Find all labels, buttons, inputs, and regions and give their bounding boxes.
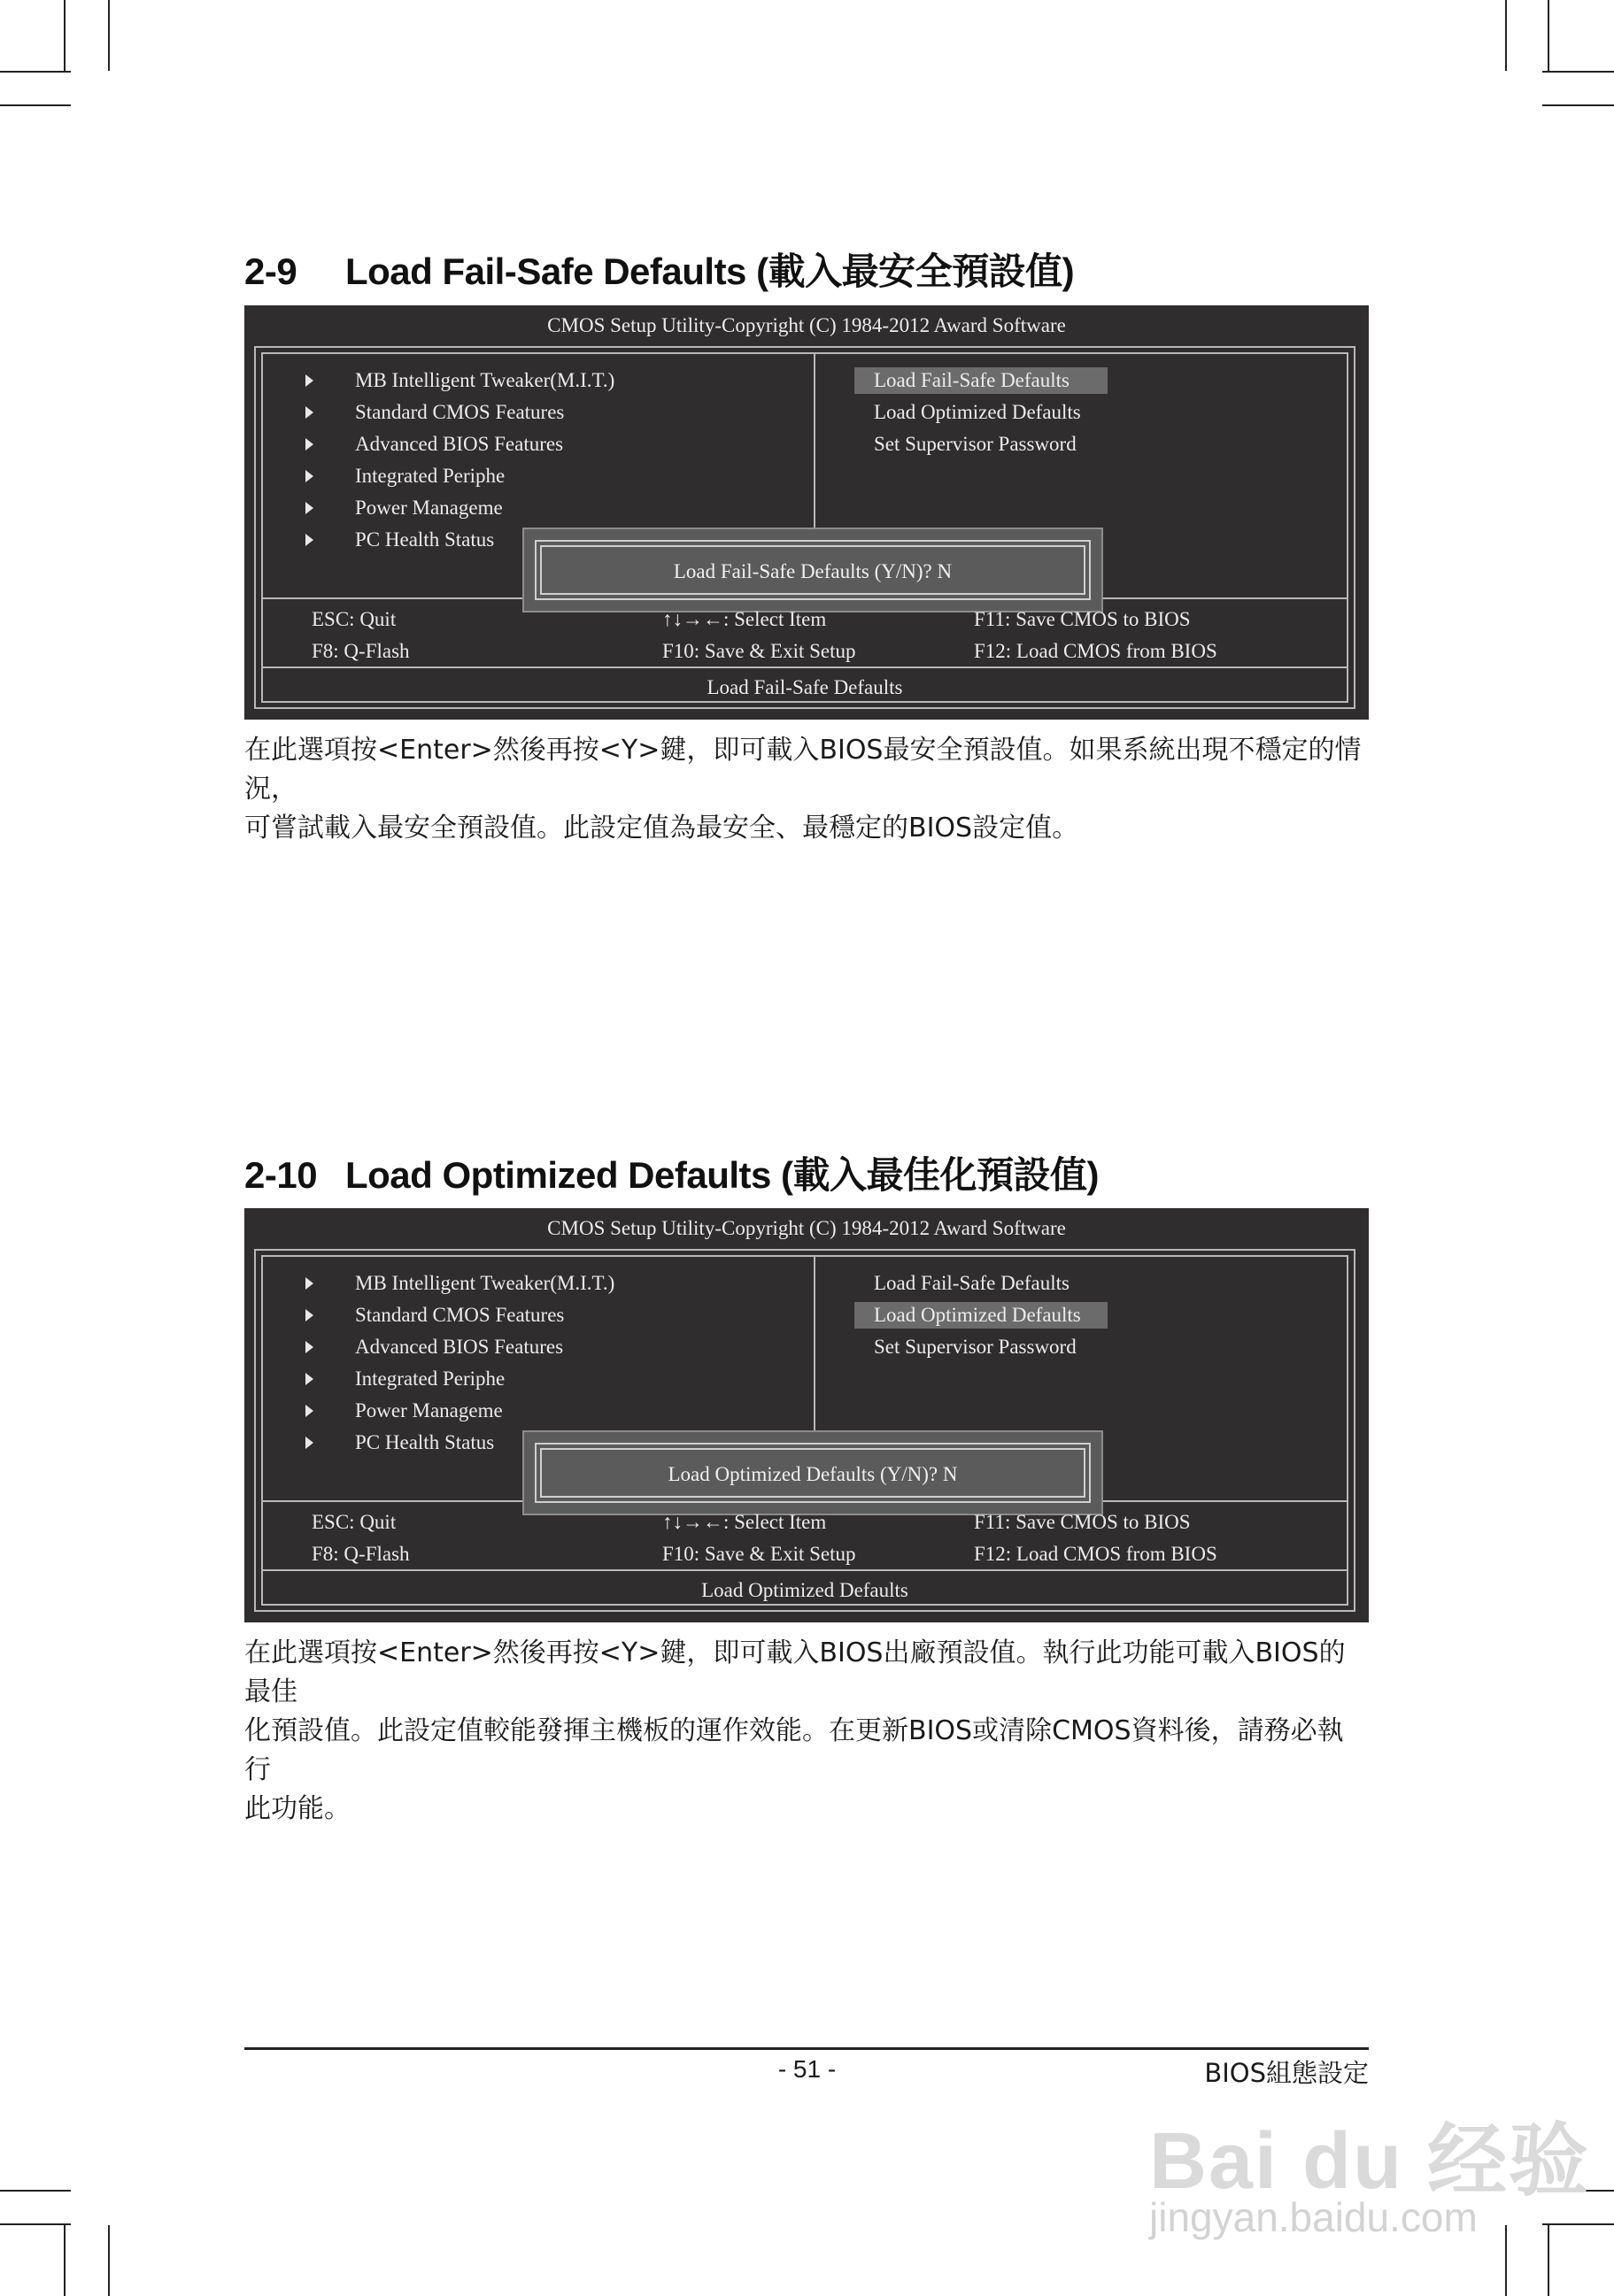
arrow-right-icon: [305, 438, 313, 451]
crop-mark: [1542, 71, 1614, 73]
bios-status-bar: Load Optimized Defaults: [701, 1579, 908, 1601]
paragraph-line: 在此選項按<Enter>然後再按<Y>鍵，即可載入BIOS出廠預設值。執行此功能可載入BIOS的最佳: [244, 1637, 1346, 1707]
paragraph-line: 可嘗試載入最安全預設值。此設定值為最安全、最穩定的BIOS設定值。: [244, 813, 1079, 844]
crop-mark: [0, 71, 71, 73]
menu-item-load-optimized[interactable]: Load Optimized Defaults: [874, 401, 1081, 423]
menu-item-supervisor-password[interactable]: Set Supervisor Password: [874, 1336, 1077, 1358]
key-help-esc: ESC: Quit: [312, 608, 397, 630]
dialog-text: Load Optimized Defaults (Y/N)? N: [540, 1448, 1085, 1498]
section-description: [244, 1634, 1369, 1829]
arrow-right-icon: [305, 1437, 313, 1449]
key-help-f11: F11: Save CMOS to BIOS: [974, 1511, 1191, 1533]
dialog-frame: [535, 1443, 1091, 1503]
menu-item-advanced-bios[interactable]: Advanced BIOS Features: [355, 433, 564, 455]
section-number: 2-10: [244, 1154, 318, 1196]
key-help-f8: F8: Q-Flash: [312, 640, 410, 662]
bios-screenshot: [244, 1208, 1369, 1622]
bios-status-bar: Load Fail-Safe Defaults: [707, 676, 903, 698]
paragraph-line: 此功能。: [244, 1793, 351, 1824]
bios-header: CMOS Setup Utility-Copyright (C) 1984-2012 Award Software: [547, 1217, 1066, 1239]
key-help-f11: F11: Save CMOS to BIOS: [974, 608, 1191, 630]
chapter-title: BIOS組態設定: [1204, 2058, 1369, 2088]
crop-mark: [64, 2225, 66, 2296]
crop-mark: [1505, 2225, 1507, 2296]
menu-item-mit[interactable]: MB Intelligent Tweaker(M.I.T.): [355, 1272, 615, 1294]
crop-mark: [1548, 0, 1549, 71]
menu-item-integrated-peripherals[interactable]: Integrated Periphe: [355, 1368, 506, 1390]
bios-header: CMOS Setup Utility-Copyright (C) 1984-2012 Award Software: [547, 314, 1066, 336]
key-help-f10: F10: Save & Exit Setup: [662, 1543, 856, 1565]
dialog-text: Load Fail-Safe Defaults (Y/N)? N: [540, 545, 1085, 595]
menu-item-standard-cmos[interactable]: Standard CMOS Features: [355, 401, 565, 423]
arrow-right-icon: [305, 1341, 313, 1353]
bios-inner-frame: [261, 1255, 1348, 1606]
arrow-right-icon: [305, 502, 313, 514]
crop-mark: [108, 0, 110, 71]
paragraph-line: 在此選項按<Enter>然後再按<Y>鍵，即可載入BIOS最安全預設值。如果系統出現不穩定的情況，: [244, 735, 1362, 805]
bios-screenshot: [244, 305, 1369, 720]
crop-mark: [1548, 2225, 1549, 2296]
arrow-right-icon: [305, 534, 313, 546]
section-title: [244, 243, 1074, 296]
footer-rule: [244, 2047, 1369, 2050]
watermark: [1149, 2096, 1591, 2240]
arrow-right-icon: [305, 1405, 313, 1417]
page-number: - 51 -: [777, 2055, 837, 2083]
arrow-right-icon: [305, 1277, 313, 1290]
menu-item-power-management[interactable]: Power Manageme: [355, 1399, 503, 1422]
crop-mark: [1505, 0, 1507, 71]
menu-item-supervisor-password[interactable]: Set Supervisor Password: [874, 433, 1077, 455]
bios-outer-frame: [254, 1249, 1355, 1612]
menu-item-load-optimized[interactable]: Load Optimized Defaults: [854, 1302, 1108, 1329]
section-heading: Load Optimized Defaults (載入最佳化預設值): [345, 1154, 1100, 1196]
arrow-right-icon: [305, 406, 313, 419]
crop-mark: [1542, 104, 1614, 106]
crop-mark: [64, 0, 66, 71]
section-number: 2-9: [244, 250, 297, 292]
menu-item-load-failsafe[interactable]: Load Fail-Safe Defaults: [854, 367, 1108, 394]
crop-mark: [1542, 2223, 1614, 2225]
key-help-select: ↑↓→←: Select Item: [662, 1511, 827, 1533]
paragraph-line: 化預設值。此設定值較能發揮主機板的運作效能。在更新BIOS或清除CMOS資料後，請務必執行: [244, 1715, 1344, 1785]
key-help-esc: ESC: Quit: [312, 1511, 397, 1533]
arrow-right-icon: [305, 1373, 313, 1385]
watermark-logo: Bai du 经验: [1149, 2117, 1591, 2206]
menu-item-advanced-bios[interactable]: Advanced BIOS Features: [355, 1336, 564, 1358]
crop-mark: [0, 2223, 71, 2225]
dialog-frame: [535, 540, 1091, 600]
key-help-f12: F12: Load CMOS from BIOS: [974, 1543, 1217, 1565]
crop-mark: [0, 2190, 71, 2192]
bios-outer-frame: [254, 346, 1355, 709]
section-heading: Load Fail-Safe Defaults (載入最安全預設值): [345, 250, 1075, 292]
key-help-select: ↑↓→←: Select Item: [662, 608, 827, 630]
menu-item-standard-cmos[interactable]: Standard CMOS Features: [355, 1304, 565, 1326]
crop-mark: [108, 2225, 110, 2296]
confirm-dialog[interactable]: [522, 1430, 1103, 1515]
key-help-f10: F10: Save & Exit Setup: [662, 640, 856, 662]
arrow-right-icon: [305, 374, 313, 387]
confirm-dialog[interactable]: [522, 528, 1103, 613]
crop-mark: [0, 104, 71, 106]
bios-inner-frame: [261, 352, 1348, 703]
menu-item-integrated-peripherals[interactable]: Integrated Periphe: [355, 465, 506, 487]
menu-item-mit[interactable]: MB Intelligent Tweaker(M.I.T.): [355, 369, 615, 391]
arrow-right-icon: [305, 1309, 313, 1321]
menu-item-power-management[interactable]: Power Manageme: [355, 497, 503, 519]
key-help-f8: F8: Q-Flash: [312, 1543, 410, 1565]
section-description: [244, 731, 1369, 848]
menu-item-load-failsafe[interactable]: Load Fail-Safe Defaults: [874, 1272, 1070, 1294]
arrow-right-icon: [305, 470, 313, 482]
watermark-url: jingyan.baidu.com: [1149, 2194, 1478, 2240]
menu-item-pc-health[interactable]: PC Health Status: [355, 528, 495, 551]
menu-item-pc-health[interactable]: PC Health Status: [355, 1431, 495, 1453]
section-title: [244, 1146, 1099, 1199]
key-help-f12: F12: Load CMOS from BIOS: [974, 640, 1217, 662]
